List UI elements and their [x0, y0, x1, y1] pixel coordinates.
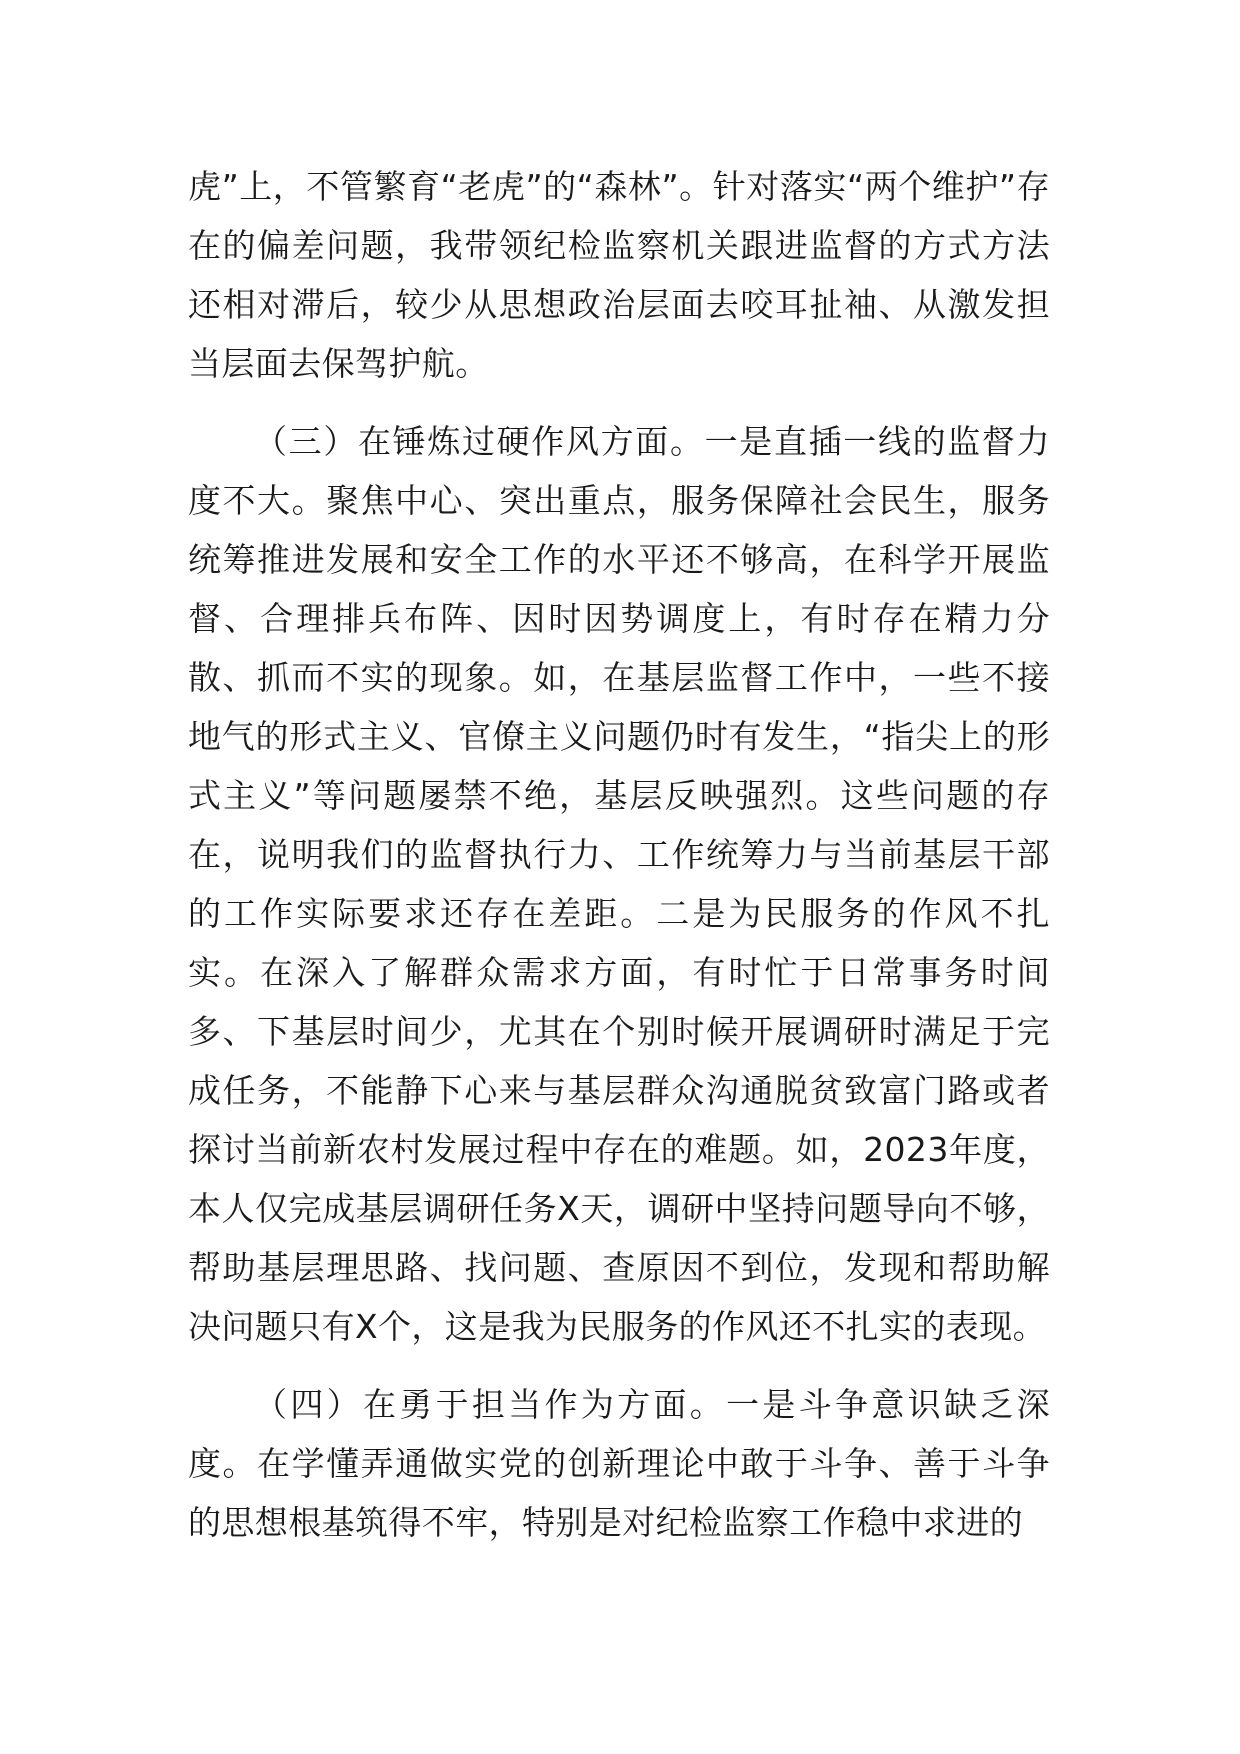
paragraph-continuation: 虎”上，不管繁育“老虎”的“森林”。针对落实“两个维护”存在的偏差问题，我带领纪检监察机关跟进监督的方式方法还相对滞后，较少从思想政治层面去咬耳扯袖、从激发担当层面去保驾护航。 — [188, 167, 1050, 383]
paragraph-section-four: （四）在勇于担当作为方面。一是斗争意识缺乏深度。在学懂弄通做实党的创新理论中敢于斗争、善于斗争的思想根基筑得不牢，特别是对纪检监察工作稳中求进的 — [188, 1385, 1050, 1542]
paragraph-section-three: （三）在锤炼过硬作风方面。一是直插一线的监督力度不大。聚焦中心、突出重点，服务保障社会民生，服务统筹推进发展和安全工作的水平还不够高，在科学开展监督、合理排兵布阵、因时因势调度上，有时存在精力分散、抓而不实的现象。如，在基层监督工作中，一些不接地气的形式主义、官僚主义问题仍时有发生，“指尖上的形式主义”等问题屡禁不绝，基层反映强烈。这些问题的存在，说明我们的监督执行力、工作统筹力与当前基层干部的工作实际要求还存在差距。二是为民服务的作风不扎实。在深入了解群众需求方面，有时忙于日常事务时间多、下基层时间少，尤其在个别时候开展调研时满足于完成任务，不能静下心来与基层群众沟通脱贫致富门路或者探讨当前新农村发展过程中存在的难题。如，2023年度，本人仅完成基层调研任务X天，调研中坚持问题导向不够，帮助基层理思路、找问题、查原因不到位，发现和帮助解决问题只有X个，这是我为民服务的作风还不扎实的表现。 — [188, 422, 1050, 1346]
document-body — [188, 157, 1050, 1571]
